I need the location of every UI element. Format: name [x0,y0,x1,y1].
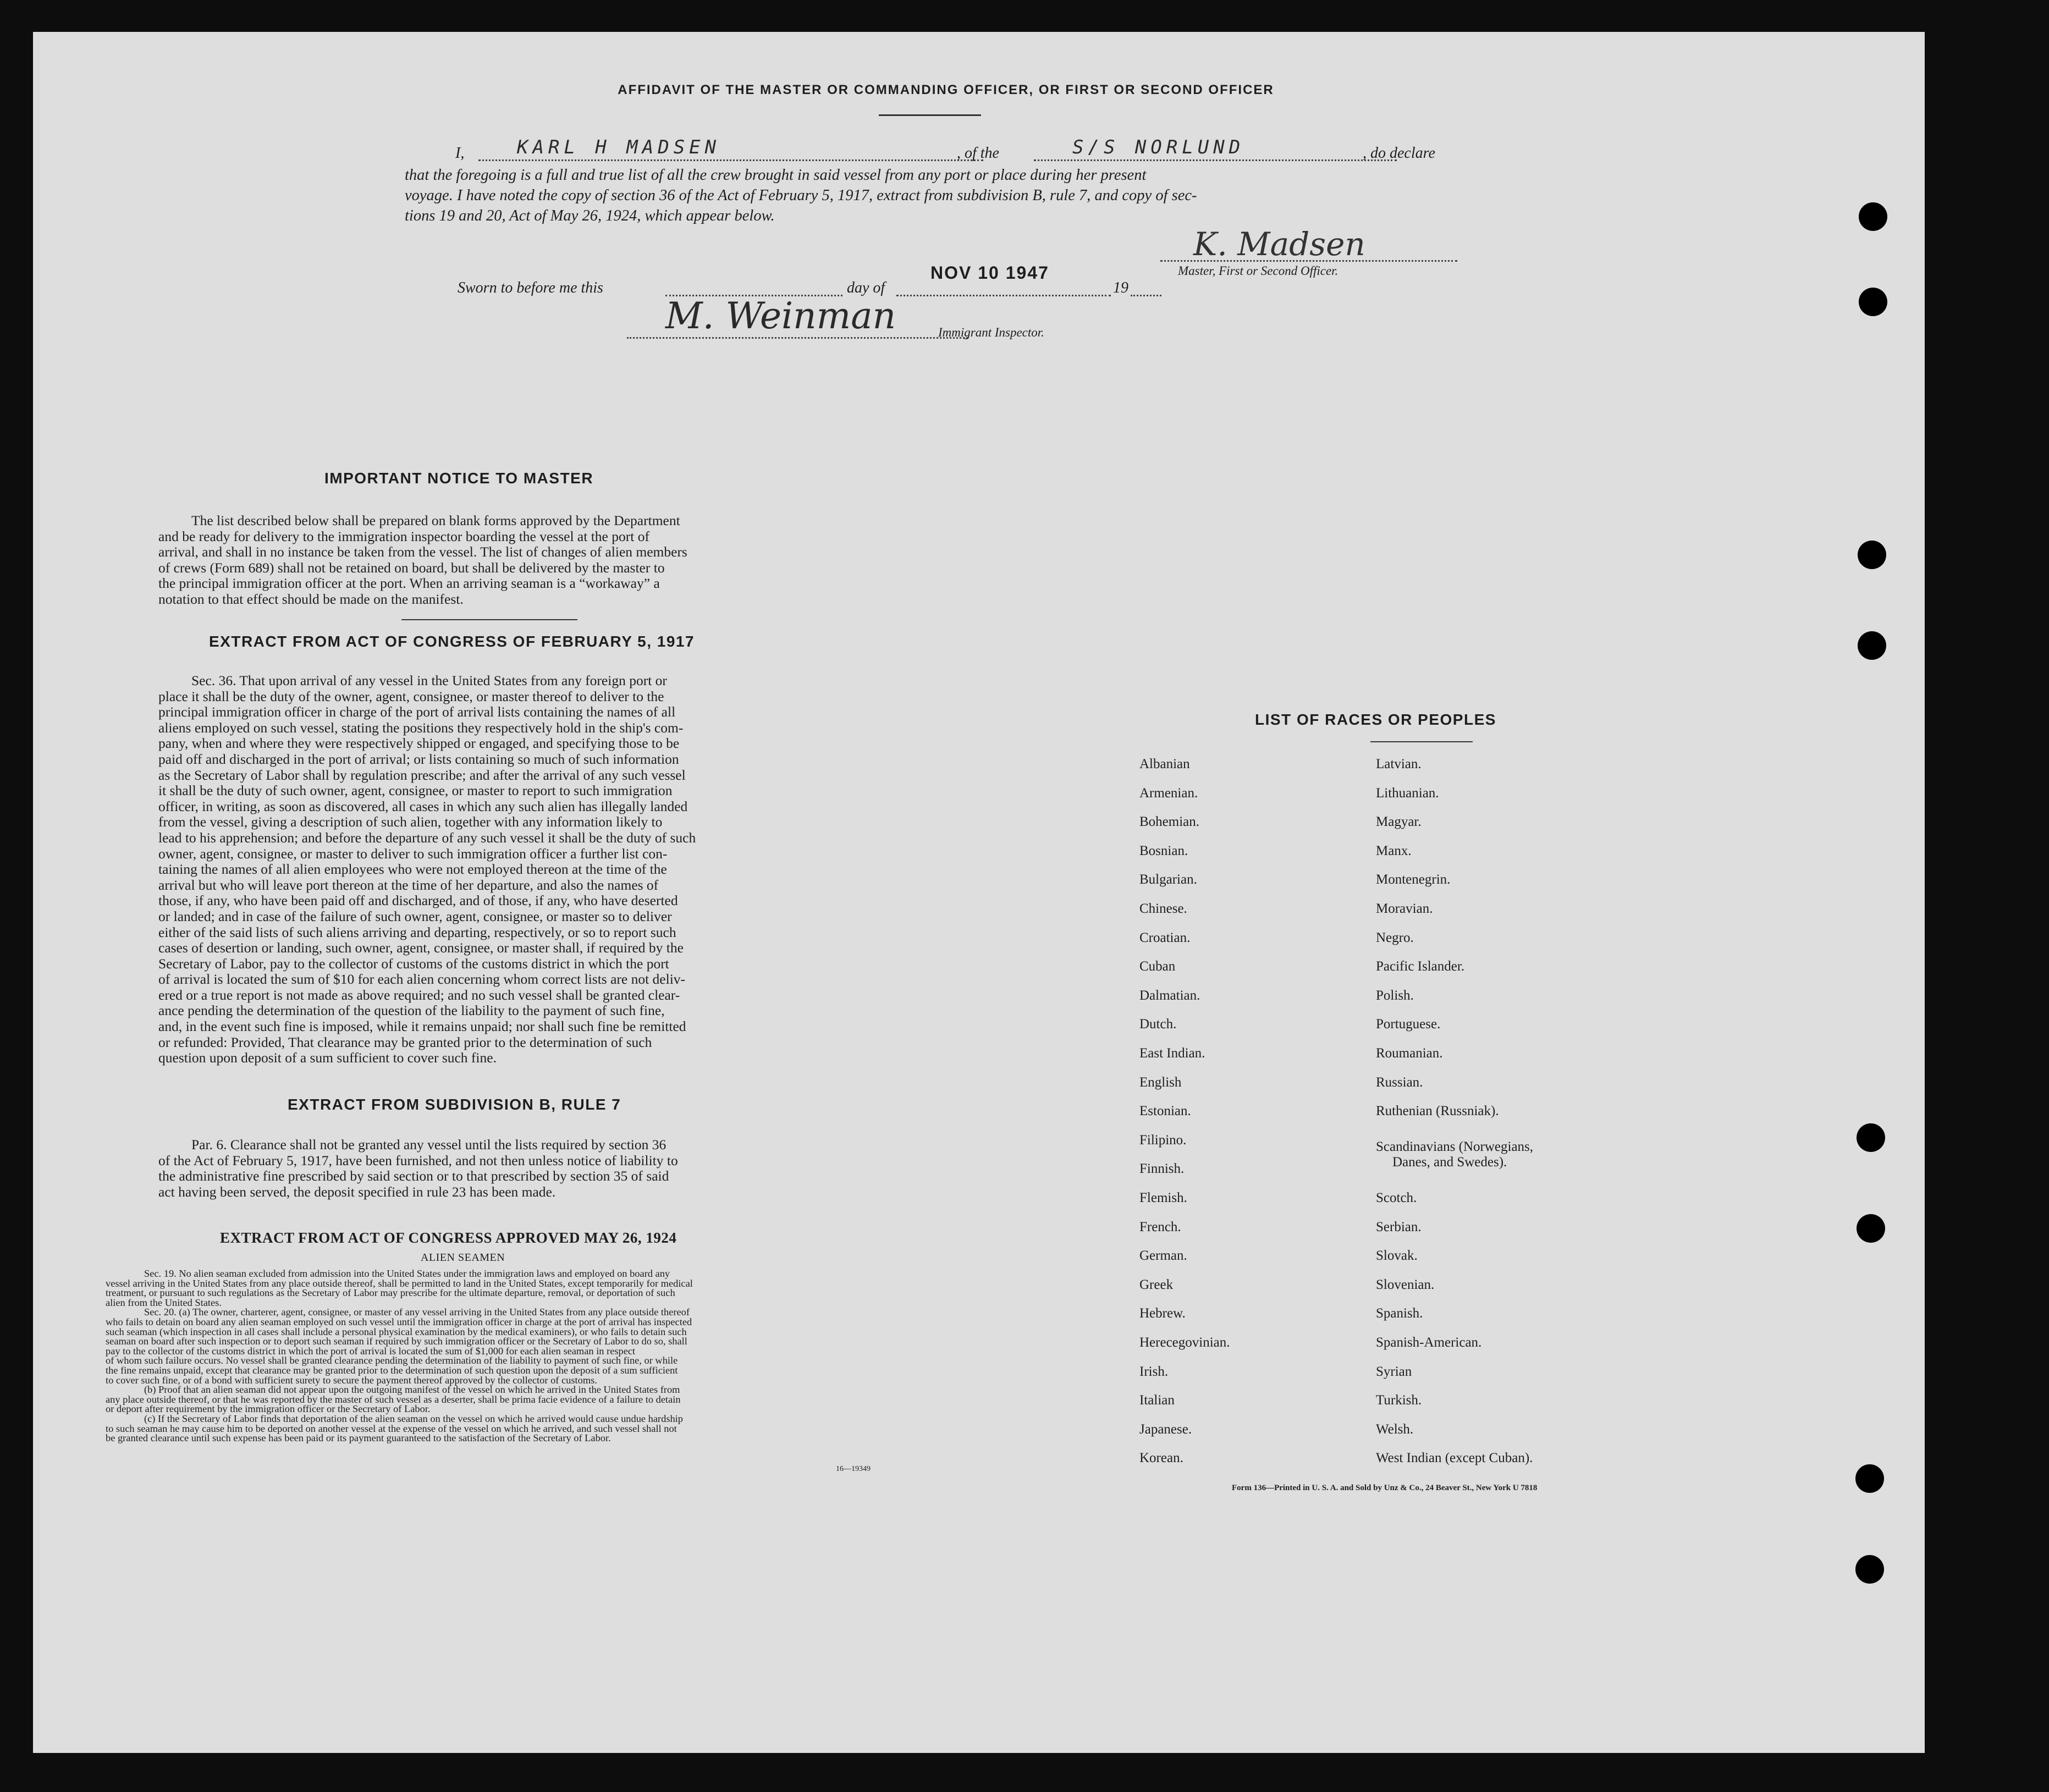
rule7-body [158,1137,828,1200]
race-item: Bulgarian. [1139,872,1197,887]
extract-1917-line: those, if any, who have been paid off and discharged, and of those, if any, who have deserted [158,892,678,909]
sworn-date-stamp: NOV 10 1947 [930,263,1049,283]
extract-1924-line: or deport after requirement by the immigration officer or the Secretary of Labor. [106,1403,431,1415]
race-item: Scandinavians (Norwegians, [1376,1139,1534,1154]
race-item: Serbian. [1376,1220,1422,1234]
extract-1917-line: lead to his apprehension; and before the departure of any such vessel it shall be the duty of such [158,829,696,846]
notice-line: and be ready for delivery to the immigration inspector boarding the vessel at the port of [158,528,649,544]
binder-hole [1858,631,1886,660]
extract-1924-line: of whom such failure occurs. No vessel shall be granted clearance pending the determination of the liability to payment of such fine, or while [106,1355,678,1366]
extract-1917-line: or refunded: Provided, That clearance may be granted prior to the determination of such [158,1034,652,1050]
race-item: Cuban [1139,959,1176,974]
rule7-title: EXTRACT FROM SUBDIVISION B, RULE 7 [288,1096,621,1113]
rule7-line: Par. 6. Clearance shall not be granted any vessel until the lists required by section 36 [191,1137,667,1153]
year-line [1131,295,1161,296]
affidavit-title: AFFIDAVIT OF THE MASTER OR COMMANDING OFFICER, OR FIRST OR SECOND OFFICER [618,82,1274,97]
races-title: LIST OF RACES OR PEOPLES [1255,711,1496,728]
race-item: Estonian. [1139,1104,1191,1118]
race-item-continuation: Danes, and Swedes). [1392,1155,1507,1170]
extract-1924-line: Sec. 19. No alien seaman excluded from admission into the United States under the immigration laws and employed on board any [144,1268,670,1279]
race-item: Spanish-American. [1376,1335,1482,1350]
extract-1917-line: cases of desertion or landing, such owner, agent, consignee, or master shall, if required by the [158,940,684,956]
notice-line: The list described below shall be prepared on blank forms approved by the Department [191,512,680,528]
race-item: Flemish. [1139,1190,1187,1205]
race-item: Ruthenian (Russniak). [1376,1104,1499,1118]
of-the-label: , of the [957,145,999,162]
race-item: Hebrew. [1139,1306,1186,1321]
form-sheet [33,32,1925,1753]
race-item: Latvian. [1376,757,1422,771]
race-item: Syrian [1376,1364,1412,1379]
extract-1924-title: EXTRACT FROM ACT OF CONGRESS APPROVED MAY 26, 1924 [220,1229,677,1246]
race-item: Portuguese. [1376,1017,1441,1032]
race-item: Moravian. [1376,901,1433,916]
extract-1917-line: question upon deposit of a sum sufficient to cover such fine. [158,1050,497,1066]
race-item: Finnish. [1139,1161,1185,1176]
extract-1924-line: vessel arriving in the United States from any place outside thereof, shall be permitted to land in the United States, except temporarily for medical [106,1277,693,1289]
race-item: Pacific Islander. [1376,959,1465,974]
extract-1924-line: seaman on board after such inspection or to deport such seaman if required by such immigration officer or the Secretary of Labor to do so, shall [106,1336,687,1347]
race-item: Spanish. [1376,1306,1423,1321]
race-item: Dutch. [1139,1017,1177,1032]
extract-1917-line: Secretary of Labor, pay to the collector of customs of the customs district in which the port [158,955,669,972]
notice-line: arrival, and shall in no instance be taken from the vessel. The list of changes of alien members [158,544,687,560]
extract-1924-line: such seaman (which inspection in all cases shall include a personal physical examination by the medical examiners), or who fails to detain such [106,1326,687,1337]
extract-1917-line: paid off and discharged in the port of arrival; or lists containing so much of such information [158,751,679,767]
extract-1924-line: (c) If the Secretary of Labor finds that deportation of the alien seaman on the vessel on which he arrived would cause undue hardship [144,1413,683,1424]
race-item: Dalmatian. [1139,988,1200,1003]
race-item: Japanese. [1139,1422,1192,1437]
binder-hole [1855,1555,1884,1584]
do-declare-label: , do declare [1363,145,1435,162]
race-item: Filipino. [1139,1133,1187,1148]
binder-hole [1857,1214,1885,1243]
i-label: I, [455,145,465,162]
extract-1924-line: to such seaman he may cause him to be deported on another vessel at the expense of the vessel on which he arrived, and such vessel shall not [106,1422,677,1434]
extract-1924-line: (b) Proof that an alien seaman did not appear upon the outgoing manifest of the vessel on which he arrived in the United States from [144,1384,680,1396]
extract-1924-line: who fails to detain on board any alien seaman employed on such vessel until the immigration officer in charge at the port of arrival has inspected [106,1316,692,1327]
race-item: Manx. [1376,843,1412,858]
notice-line: notation to that effect should be made on the manifest. [158,591,464,607]
race-item: Greek [1139,1277,1174,1292]
race-item: Korean. [1139,1451,1183,1465]
race-item: Roumanian. [1376,1046,1443,1061]
extract-1924-line: any place outside thereof, or that he was reported by the master of such vessel as a deserter, shall be prima facie evidence of a failure to detain [106,1393,681,1405]
extract-1917-line: owner, agent, consignee, or master to deliver to such immigration officer a further list con- [158,845,668,862]
race-item: Magyar. [1376,814,1422,829]
extract-1917-line: and, in the event such fine is imposed, while it remains unpaid; nor shall such fine be remitted [158,1018,686,1035]
extract-1917-body [158,673,828,1066]
rule7-line: of the Act of February 5, 1917, have been furnished, and not then unless notice of liability to [158,1152,678,1168]
extract-1917-line: ered or a true report is not made as above required; and no such vessel shall be granted clear- [158,986,680,1003]
notice-line: of crews (Form 689) shall not be retained on board, but shall be delivered by the master to [158,559,665,576]
extract-1917-line: it shall be the duty of such owner, agent, consignee, or master to report to such immigration [158,782,673,799]
races-underline [1370,741,1473,742]
extract-1917-line: place it shall be the duty of the owner, agent, consignee, or master thereof to deliver to the [158,688,664,704]
year-label: 19 [1113,279,1128,296]
extract-1917-line: principal immigration officer in charge of the port of arrival lists containing the names of all [158,704,676,720]
sworn-date-line [896,295,1111,296]
race-item: Turkish. [1376,1393,1422,1408]
race-item: Albanian [1139,757,1190,771]
extract-1917-line: of arrival is located the sum of $10 for each alien concerning whom correct lists are not deliv- [158,971,686,988]
extract-1924-line: be granted clearance until such expense has been paid or its payment guaranteed to the satisfaction of the Secretary of Labor. [106,1432,611,1444]
extract-1924-line: pay to the collector of the customs district in which the port of arrival is located the sum of $1,000 for each alien seaman in respect [106,1345,636,1357]
inspector-signature-line [627,337,968,339]
master-signature-line [1160,260,1457,262]
extract-1917-line: as the Secretary of Labor shall by regulation prescribe; and after the arrival of any such vessel [158,767,686,783]
master-signature: K. Madsen [1193,225,1365,263]
race-item: West Indian (except Cuban). [1376,1451,1533,1465]
race-item: Polish. [1376,988,1414,1003]
extract-1917-line: officer, in writing, as soon as discovered, all cases in which any such alien has illegally landed [158,798,688,814]
vessel-name: S/S NORLUND [1072,136,1245,158]
race-item: Lithuanian. [1376,786,1439,801]
extract-1917-line: pany, when and where they were respectively shipped or engaged, and specifying those to be [158,735,680,752]
inspector-signature: M. Weinman [665,295,896,337]
race-item: French. [1139,1220,1181,1234]
extract-1924-subtitle: ALIEN SEAMEN [421,1251,505,1264]
master-name: KARL H MADSEN [517,136,721,158]
race-item: Armenian. [1139,786,1198,801]
extract-1924-line: treatment, or pursuant to such regulations as the Secretary of Labor may prescribe for the ultimate departure, removal, or deportation of such [106,1287,675,1299]
notice-title: IMPORTANT NOTICE TO MASTER [324,470,594,487]
notice-body [158,513,828,608]
race-item: Russian. [1376,1075,1423,1090]
extract-1917-line: from the vessel, giving a description of such alien, together with any information likely to [158,814,663,830]
extract-1917-line: arrival but who will leave port thereon at the time of her departure, and also the names of [158,876,659,893]
declaration-line-3: tions 19 and 20, Act of May 26, 1924, which appear below. [405,207,775,224]
binder-hole [1859,202,1887,231]
extract-1917-line: or landed; and in case of the failure of such owner, agent, consignee, or master so to deliver [158,908,672,924]
extract-1924-line: to cover such fine, or of a bond with sufficient surety to secure the payment thereof approved by the collector of customs. [106,1374,597,1386]
race-item: German. [1139,1248,1187,1263]
form-printer-note: Form 136—Printed in U. S. A. and Sold by Unz & Co., 24 Beaver St., New York U 7818 [1232,1484,1538,1492]
race-item: Chinese. [1139,901,1187,916]
race-item: East Indian. [1139,1046,1205,1061]
sworn-label: Sworn to before me this [458,279,603,296]
extract-1924-body [106,1269,914,1443]
master-caption: Master, First or Second Officer. [1178,264,1339,278]
declaration-line-2: voyage. I have noted the copy of section 36 of the Act of February 5, 1917, extract from subdivision B, rule 7, and copy of sec- [405,187,1197,204]
extract-1924-line: alien from the United States. [106,1297,222,1308]
extract-1917-line: ance pending the determination of the question of the liability to the payment of such fine, [158,1002,665,1019]
name-field-line [478,159,983,161]
extract-1917-line: Sec. 36. That upon arrival of any vessel in the United States from any foreign port or [191,672,667,688]
race-item: English [1139,1075,1182,1090]
binder-hole [1858,541,1886,569]
binder-hole [1857,1123,1885,1152]
race-item: Welsh. [1376,1422,1414,1437]
section-divider [401,619,577,620]
day-of-label: day of [847,279,885,296]
extract-1917-line: aliens employed on such vessel, stating the positions they respectively hold in the ship's com- [158,719,684,736]
race-item: Bosnian. [1139,843,1188,858]
race-item: Bohemian. [1139,814,1200,829]
race-item: Irish. [1139,1364,1169,1379]
race-item: Herecegovinian. [1139,1335,1230,1350]
race-item: Italian [1139,1393,1175,1408]
extract-1917-title: EXTRACT FROM ACT OF CONGRESS OF FEBRUARY 5, 1917 [209,633,695,650]
extract-1924-line: the fine remains unpaid, except that clearance may be granted prior to the determination of such question upon the deposit of a sum sufficient [106,1364,678,1376]
binder-hole [1855,1464,1884,1493]
extract-1917-line: taining the names of all alien employees who were not employed thereon at the time of the [158,861,667,878]
race-item: Scotch. [1376,1190,1417,1205]
title-underline [879,114,981,116]
declaration-line-1: that the foregoing is a full and true list of all the crew brought in said vessel from any port or place during her present [405,167,1147,184]
extract-1924-line: Sec. 20. (a) The owner, charterer, agent, consignee, or master of any vessel arriving in the United States from any place outside thereof [144,1306,690,1318]
race-item: Croatian. [1139,930,1191,945]
rule7-line: the administrative fine prescribed by said section or to that prescribed by section 35 of said [158,1168,669,1184]
binder-hole [1859,288,1887,316]
vessel-field-line [1034,159,1397,161]
rule7-line: act having been served, the deposit specified in rule 23 has been made. [158,1183,556,1200]
notice-line: the principal immigration officer at the port. When an arriving seaman is a “workaway” a [158,575,660,592]
race-item: Slovak. [1376,1248,1418,1263]
extract-1917-line: either of the said lists of such aliens arriving and departing, respectively, or so to report such [158,924,676,940]
inspector-caption: Immigrant Inspector. [938,326,1044,339]
race-item: Negro. [1376,930,1414,945]
race-item: Slovenian. [1376,1277,1435,1292]
form-code: 16—19349 [836,1465,871,1473]
race-item: Montenegrin. [1376,872,1451,887]
